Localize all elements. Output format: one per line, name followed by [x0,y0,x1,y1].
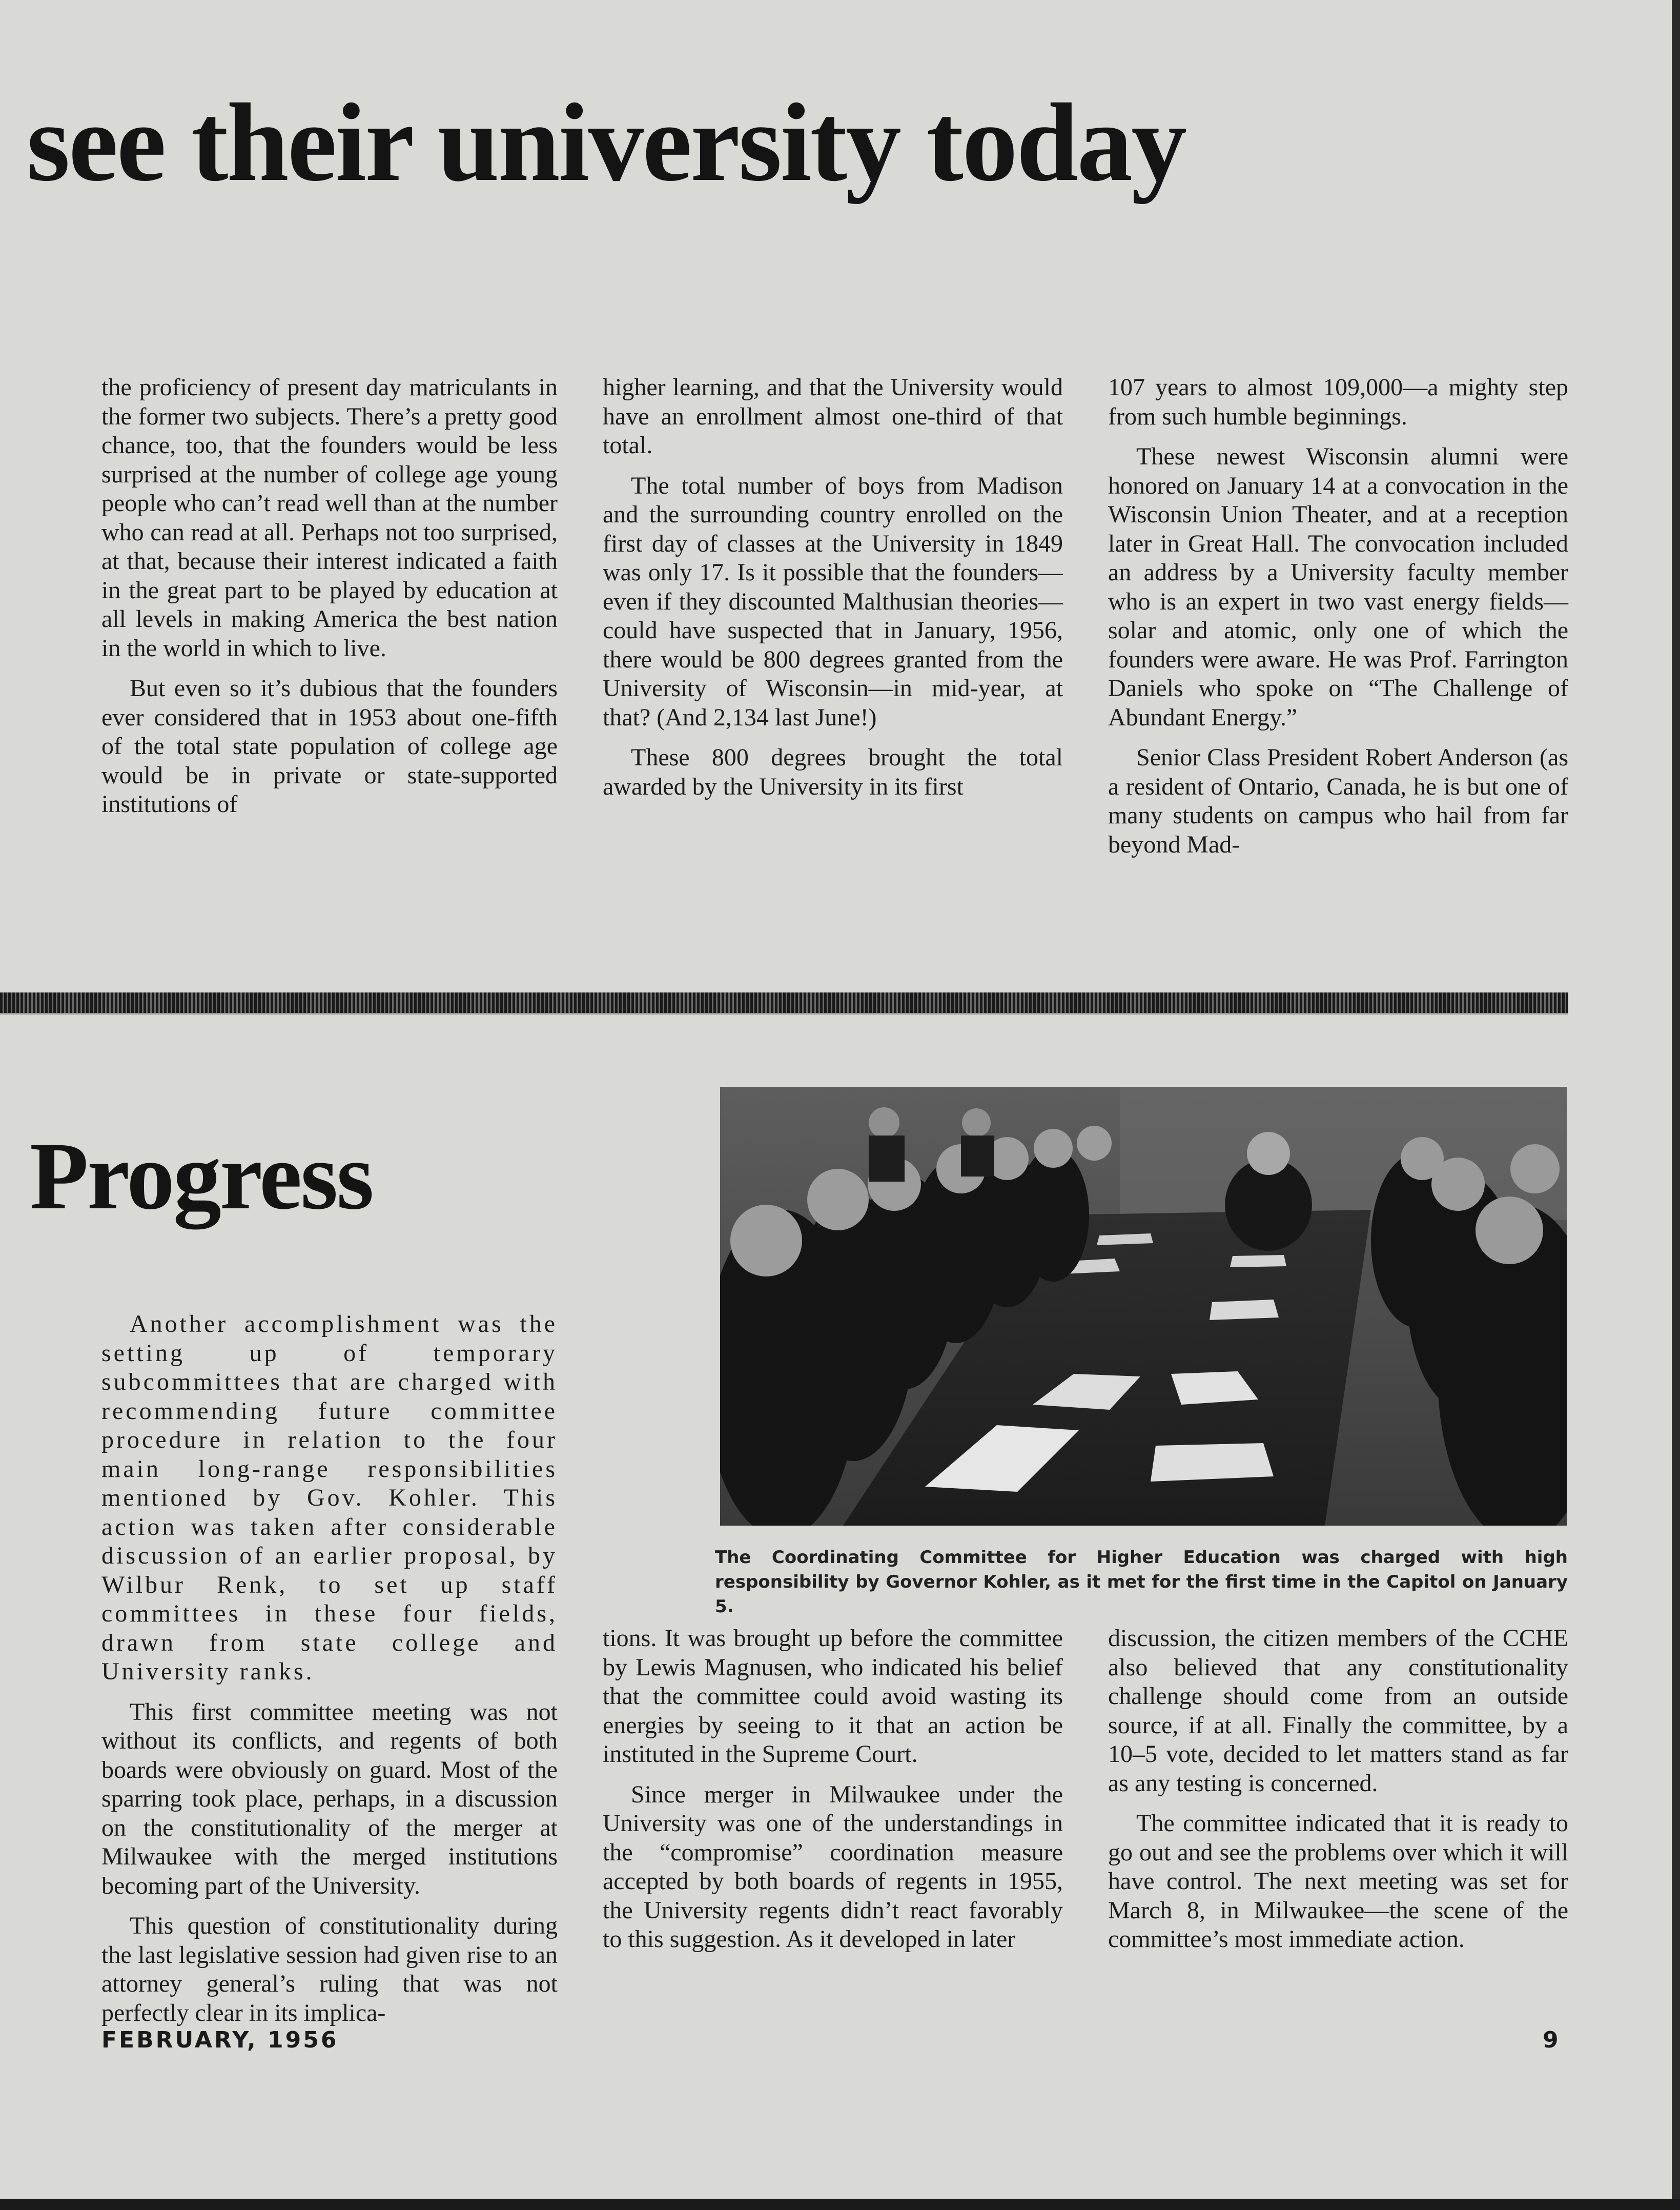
paragraph: This first committee meeting was not without its conflicts, and regents of both boards were obviously on guard. Most of the sparring took place, perhaps, in a discussion on the constitutionality of the merger at Milwaukee with the merged institutions becoming part of the University. [101,1698,558,1899]
page-bottom-edge [0,2199,1680,2210]
paragraph: the proficiency of present day matriculants in the former two subjects. There’s a pretty good chance, too, that the founders would be less surprised at the number of college age young people who can’t read well than at the number who can read at all. Perhaps not too surprised, at that, because their interest indicated a faith in the great part to be played by education at all levels in making America the best nation in the world in which to live. [101,374,558,662]
bottom-column-3 [1108,1624,1568,1954]
top-column-1 [101,373,558,819]
paragraph: Senior Class President Robert Anderson (as a resident of Ontario, Canada, he is but one of many students on campus who hail from far beyond Mad- [1108,744,1568,858]
paragraph: These 800 degrees brought the total awarded by the University in its first [603,744,1063,800]
paragraph: The total number of boys from Madison and the surrounding country enrolled on the first day of classes at the University in 1849 was only 17. Is it possible that the founders—even if they discounted Malthusian theories—could have suspected that in January, 1956, there would be 800 degrees granted from the University of Wisconsin—in mid-year, at that? (And 2,134 last June!) [603,472,1063,731]
paragraph: higher learning, and that the University would have an enrollment almost one-third of that total. [603,374,1063,459]
bottom-column-1 [101,1310,558,2027]
footer-date: FEBRUARY, 1956 [101,2027,339,2053]
paragraph: But even so it’s dubious that the founders ever considered that in 1953 about one-fifth of the total state population of college age would be in private or state-supported institutions of [101,675,558,818]
committee-meeting-photo [720,1087,1567,1526]
section-title: Progress [30,1122,373,1229]
page-number: 9 [1543,2027,1559,2053]
top-column-3 [1108,373,1568,859]
top-column-2 [603,373,1063,801]
photo-caption: The Coordinating Committee for Higher Education was charged with high responsibility by Governor Kohler, as it met for the first time in the Capitol on January 5. [715,1547,1568,1617]
article-headline: see their university today [27,81,1186,205]
paragraph: Another accomplishment was the setting up of temporary subcommittees that are charged with recommending future committee procedure in relation to the four main long-range responsibilities mentioned by Gov. Kohler. This action was taken after considerable discussion of an earlier proposal, by Wilbur Renk, to set up staff committees in these four fields, drawn from state college and University ranks. [101,1310,558,1685]
paragraph: These newest Wisconsin alumni were honored on January 14 at a convocation in the Wisconsin Union Theater, and at a reception later in Great Hall. The convocation included an address by a University faculty member who is an expert in two vast energy fields—solar and atomic, only one of which the founders were aware. He was Prof. Farrington Daniels who spoke on “The Challenge of Abundant Energy.” [1108,443,1568,731]
paragraph: tions. It was brought up before the committee by Lewis Magnusen, who indicated his belief that the committee could avoid wasting its energies by seeing to it that an action be instituted in the Supreme Court. [603,1625,1063,1768]
paragraph: The committee indicated that it is ready to go out and see the problems over which it will have control. The next meeting was set for March 8, in Milwaukee—the scene of the committee’s most immediate action. [1108,1810,1568,1953]
section-divider-line [0,1013,1568,1015]
section-divider [0,992,1568,1013]
paragraph: Since merger in Milwaukee under the University was one of the understandings in the “compromise” coordination measure accepted by both boards of regents in 1955, the University regents didn’t react favorably to this suggestion. As it developed in later [603,1780,1063,1953]
paragraph: This question of constitutionality during the last legislative session had given rise to an attorney general’s ruling that was not perfectly clear in its implica- [101,1912,558,2026]
paragraph: 107 years to almost 109,000—a mighty step from such humble beginnings. [1108,374,1568,430]
paragraph: discussion, the citizen members of the CCHE also believed that any constitutionality challenge should come from an outside source, if at all. Finally the committee, by a 10–5 vote, decided to let matters stand as far as any testing is concerned. [1108,1625,1568,1797]
bottom-column-2 [603,1624,1063,1954]
page-edge-shadow [1672,0,1680,2210]
